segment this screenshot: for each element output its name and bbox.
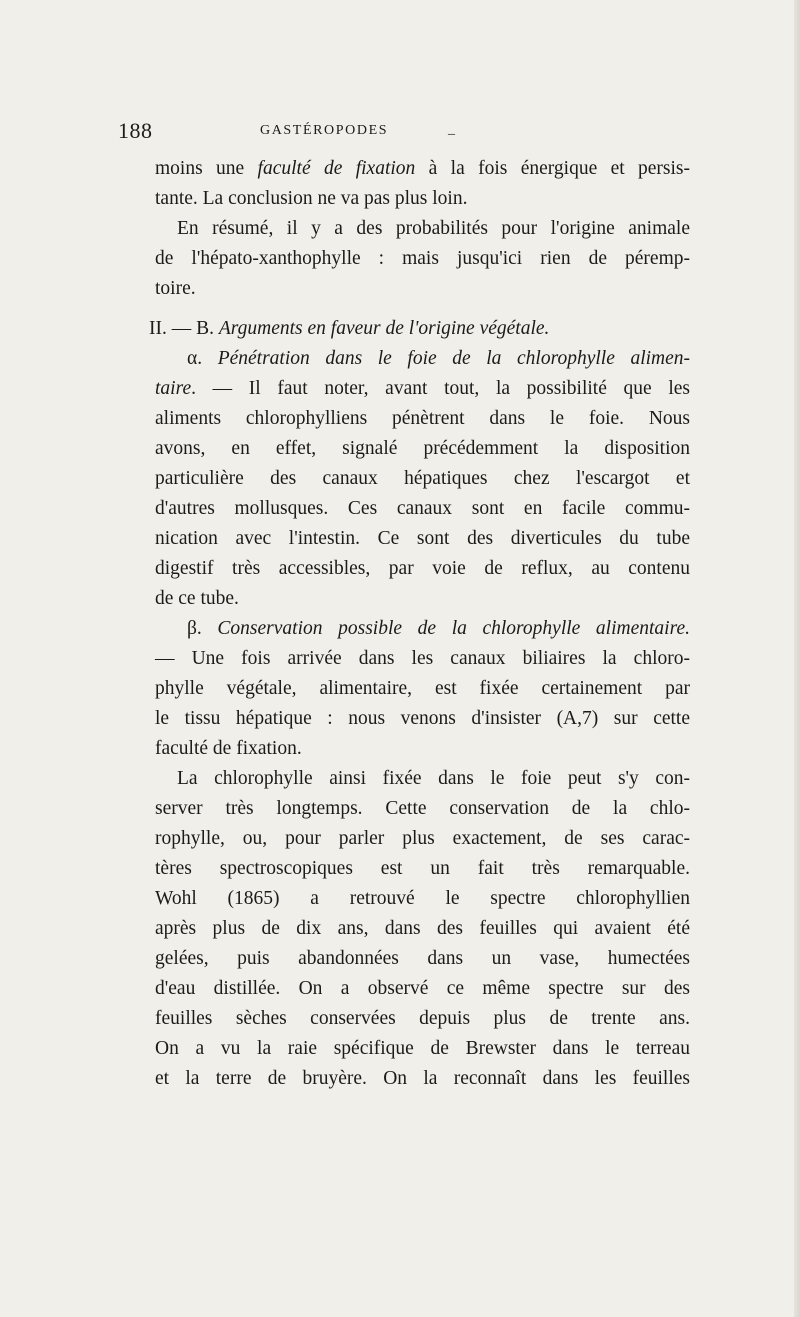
text-line: toire. — [155, 278, 196, 299]
page-header — [118, 118, 678, 148]
text-line: rophylle, ou, pour parler plus exactement, de ses carac- — [155, 828, 690, 849]
text-line: avons, en effet, signalé précédemment la disposition — [155, 438, 690, 459]
text-line: Wohl (1865) a retrouvé le spectre chlorophyllien — [155, 888, 690, 909]
text-line: particulière des canaux hépatiques chez l'escargot et — [155, 468, 690, 489]
text-line: La chlorophylle ainsi fixée dans le foie peut s'y con- — [177, 768, 690, 789]
body-text — [149, 154, 691, 1094]
text-line: faculté de fixation. — [155, 738, 302, 759]
text-line: de ce tube. — [155, 588, 239, 609]
text-line: et la terre de bruyère. On la reconnaît dans les feuilles — [155, 1068, 690, 1089]
text-line: — Une fois arrivée dans les canaux biliaires la chloro- — [155, 648, 690, 669]
subsection-heading: α. Pénétration dans le foie de la chlorophylle alimen- — [187, 348, 691, 369]
text-line: après plus de dix ans, dans des feuilles qui avaient été — [155, 918, 690, 939]
subsection-heading: β. Conservation possible de la chlorophylle alimentaire. — [187, 618, 690, 639]
page-edge — [794, 0, 800, 1317]
text-line: gelées, puis abandonnées dans un vase, humectées — [155, 948, 690, 969]
text-line: le tissu hépatique : nous venons d'insister (A,7) sur cette — [155, 708, 690, 729]
text-line: de l'hépato-xanthophylle : mais jusqu'ici rien de péremp- — [155, 248, 690, 269]
text-line: nication avec l'intestin. Ce sont des diverticules du tube — [155, 528, 690, 549]
text-line: taire. — Il faut noter, avant tout, la possibilité que les — [155, 378, 690, 399]
text-line: aliments chlorophylliens pénètrent dans le foie. Nous — [155, 408, 690, 429]
text-line: d'autres mollusques. Ces canaux sont en facile commu- — [155, 498, 690, 519]
text-line: moins une faculté de fixation à la fois énergique et persis- — [155, 158, 691, 179]
text-line: En résumé, il y a des probabilités pour l'origine animale — [177, 218, 690, 239]
running-title: GASTÉROPODES — [260, 123, 389, 138]
text-line: digestif très accessibles, par voie de reflux, au contenu — [155, 558, 690, 579]
text-line: server très longtemps. Cette conservation de la chlo- — [155, 798, 690, 819]
section-heading: II. — B. Arguments en faveur de l'origine végétale. — [149, 318, 550, 339]
page-number: 188 — [118, 118, 153, 143]
text-line: tante. La conclusion ne va pas plus loin. — [155, 188, 468, 209]
text-line: tères spectroscopiques est un fait très remarquable. — [155, 858, 690, 879]
header-mark: _ — [448, 122, 455, 137]
text-line: phylle végétale, alimentaire, est fixée certainement par — [155, 678, 690, 699]
text-line: d'eau distillée. On a observé ce même spectre sur des — [155, 978, 690, 999]
text-line: feuilles sèches conservées depuis plus de trente ans. — [155, 1008, 690, 1029]
text-line: On a vu la raie spécifique de Brewster dans le terreau — [155, 1038, 690, 1059]
